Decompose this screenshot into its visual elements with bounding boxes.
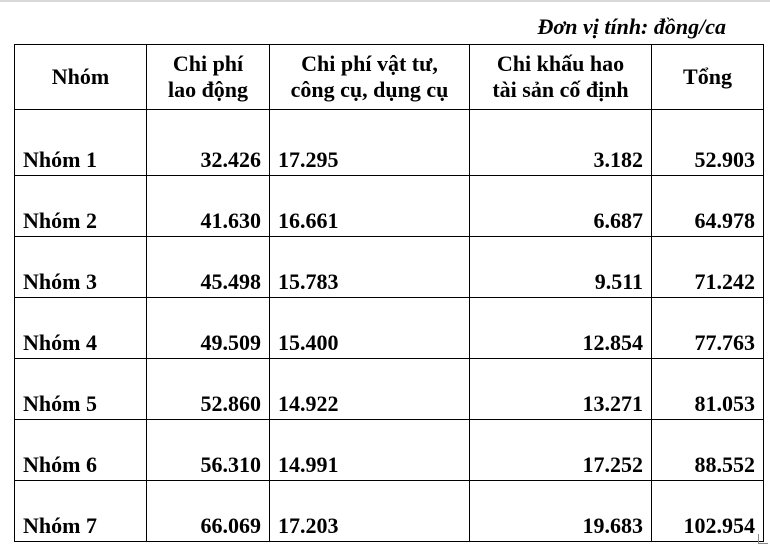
cell-labor: 32.426 — [147, 110, 270, 176]
table-row — [15, 237, 764, 298]
cell-materials: 16.661 — [270, 176, 470, 237]
header-line: Nhóm — [51, 64, 110, 89]
header-total — [652, 45, 764, 110]
cell-depreciation: 19.683 — [470, 481, 652, 542]
cell-group: Nhóm 5 — [15, 359, 147, 420]
cell-depreciation: 12.854 — [470, 298, 652, 359]
header-line: lao động — [167, 77, 249, 102]
cell-group: Nhóm 3 — [15, 237, 147, 298]
cell-materials: 17.203 — [270, 481, 470, 542]
cell-labor: 52.860 — [147, 359, 270, 420]
header-line: Chi phí — [172, 51, 244, 76]
cell-total: 81.053 — [652, 359, 764, 420]
cell-depreciation: 3.182 — [470, 110, 652, 176]
cell-group: Nhóm 6 — [15, 420, 147, 481]
header-line: Chi khấu hao — [496, 51, 625, 76]
table-row — [15, 298, 764, 359]
table-row — [15, 110, 764, 176]
cell-group: Nhóm 2 — [15, 176, 147, 237]
header-row — [15, 45, 764, 110]
cell-materials: 14.922 — [270, 359, 470, 420]
cell-materials: 15.783 — [270, 237, 470, 298]
cell-total: 52.903 — [652, 110, 764, 176]
unit-label: Đơn vị tính: đồng/ca — [537, 14, 726, 39]
cell-total: 102.954 — [652, 481, 764, 542]
cell-total: 77.763 — [652, 298, 764, 359]
header-depreciation — [470, 45, 652, 110]
cell-labor: 41.630 — [147, 176, 270, 237]
cell-total: 88.552 — [652, 420, 764, 481]
header-materials-cost — [270, 45, 470, 110]
table-row — [15, 481, 764, 542]
table-row — [15, 420, 764, 481]
header-line: tài sản cố định — [492, 77, 629, 102]
cell-depreciation: 9.511 — [470, 237, 652, 298]
cell-total: 64.978 — [652, 176, 764, 237]
cell-labor: 45.498 — [147, 237, 270, 298]
page-top-border — [0, 0, 770, 2]
header-line: Tổng — [683, 64, 732, 89]
cell-depreciation: 13.271 — [470, 359, 652, 420]
cell-materials: 17.295 — [270, 110, 470, 176]
table-header — [15, 45, 764, 110]
table-row — [15, 359, 764, 420]
cell-group: Nhóm 4 — [15, 298, 147, 359]
header-group — [15, 45, 147, 110]
cell-materials: 14.991 — [270, 420, 470, 481]
cell-labor: 66.069 — [147, 481, 270, 542]
cell-group: Nhóm 1 — [15, 110, 147, 176]
table-row — [15, 176, 764, 237]
cost-table — [14, 44, 764, 542]
cell-depreciation: 6.687 — [470, 176, 652, 237]
cell-depreciation: 17.252 — [470, 420, 652, 481]
cell-materials: 15.400 — [270, 298, 470, 359]
header-labor-cost — [147, 45, 270, 110]
corner-crop-mark — [758, 534, 768, 544]
header-line: công cụ, dụng cụ — [290, 77, 449, 102]
cell-labor: 56.310 — [147, 420, 270, 481]
cell-labor: 49.509 — [147, 298, 270, 359]
header-line: Chi phí vật tư, — [301, 51, 438, 76]
table-body — [15, 110, 764, 542]
cell-total: 71.242 — [652, 237, 764, 298]
cell-group: Nhóm 7 — [15, 481, 147, 542]
